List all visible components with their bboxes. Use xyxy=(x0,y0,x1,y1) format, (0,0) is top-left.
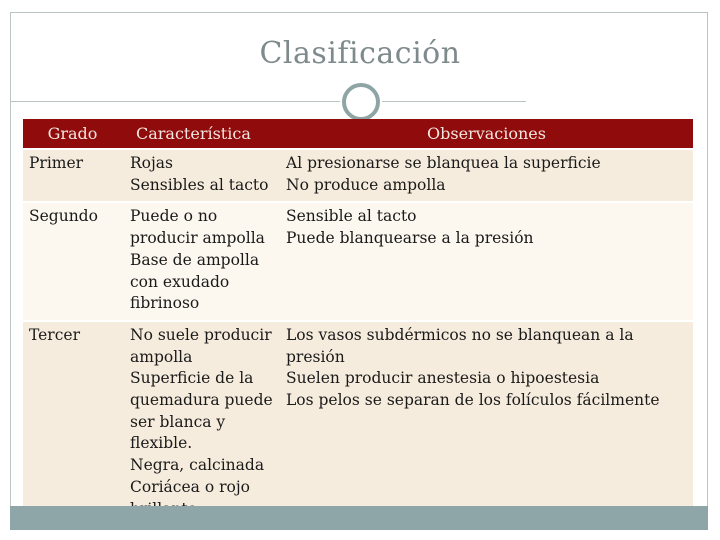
header-grado: Grado xyxy=(23,119,122,149)
slide-title: Clasificación xyxy=(259,36,461,71)
observaciones-line: Puede blanquearse a la presión xyxy=(286,229,534,248)
grado-cell: Segundo xyxy=(23,202,122,321)
caracteristica-line: Coriácea o rojo xyxy=(130,477,250,496)
caracteristica-line: Puede o no xyxy=(130,207,218,226)
caracteristica-line: ampolla xyxy=(130,347,193,366)
bottom-accent-band xyxy=(10,506,708,530)
classification-table xyxy=(23,119,693,527)
title-divider-left xyxy=(10,101,340,102)
caracteristica-line: ser blanca y xyxy=(130,412,226,431)
ring-ornament-icon xyxy=(342,83,380,121)
caracteristica-line: Rojas xyxy=(130,154,174,172)
observaciones-cell xyxy=(280,321,693,526)
caracteristica-line: Sensibles al tacto xyxy=(130,175,269,194)
caracteristica-line: flexible. xyxy=(130,434,193,453)
table-header-row xyxy=(23,119,693,149)
title-divider-right xyxy=(382,101,526,102)
caracteristica-line: fibrinoso xyxy=(130,294,200,313)
observaciones-line: Los pelos se separan de los folículos fácilmente xyxy=(286,391,660,410)
observaciones-line: No produce ampolla xyxy=(286,175,446,194)
observaciones-line: Al presionarse se blanquea la superficie xyxy=(286,154,601,172)
header-caracteristica: Característica xyxy=(122,119,280,149)
caracteristica-line: Negra, calcinada xyxy=(130,456,265,475)
observaciones-line: Los vasos subdérmicos no se blanquean a la xyxy=(286,325,634,344)
caracteristica-line: No suele producir xyxy=(130,325,272,344)
observaciones-line: presión xyxy=(286,347,345,366)
header-observaciones: Observaciones xyxy=(280,119,693,149)
observaciones-line: Suelen producir anestesia o hipoestesia xyxy=(286,369,600,388)
caracteristica-line: quemadura puede xyxy=(130,391,273,410)
caracteristica-cell xyxy=(122,202,280,321)
observaciones-cell xyxy=(280,202,693,321)
table-row xyxy=(23,149,693,202)
observaciones-line: Sensible al tacto xyxy=(286,207,417,226)
caracteristica-cell xyxy=(122,149,280,202)
grado-cell: Primer xyxy=(23,149,122,202)
table-row xyxy=(23,202,693,321)
caracteristica-cell xyxy=(122,321,280,526)
grado-cell: Tercer xyxy=(23,321,122,526)
caracteristica-line: producir ampolla xyxy=(130,229,265,248)
table-row xyxy=(23,321,693,526)
caracteristica-line: con exudado xyxy=(130,272,230,291)
caracteristica-line: Base de ampolla xyxy=(130,250,260,269)
caracteristica-line: Superficie de la xyxy=(130,369,254,388)
observaciones-cell xyxy=(280,149,693,202)
